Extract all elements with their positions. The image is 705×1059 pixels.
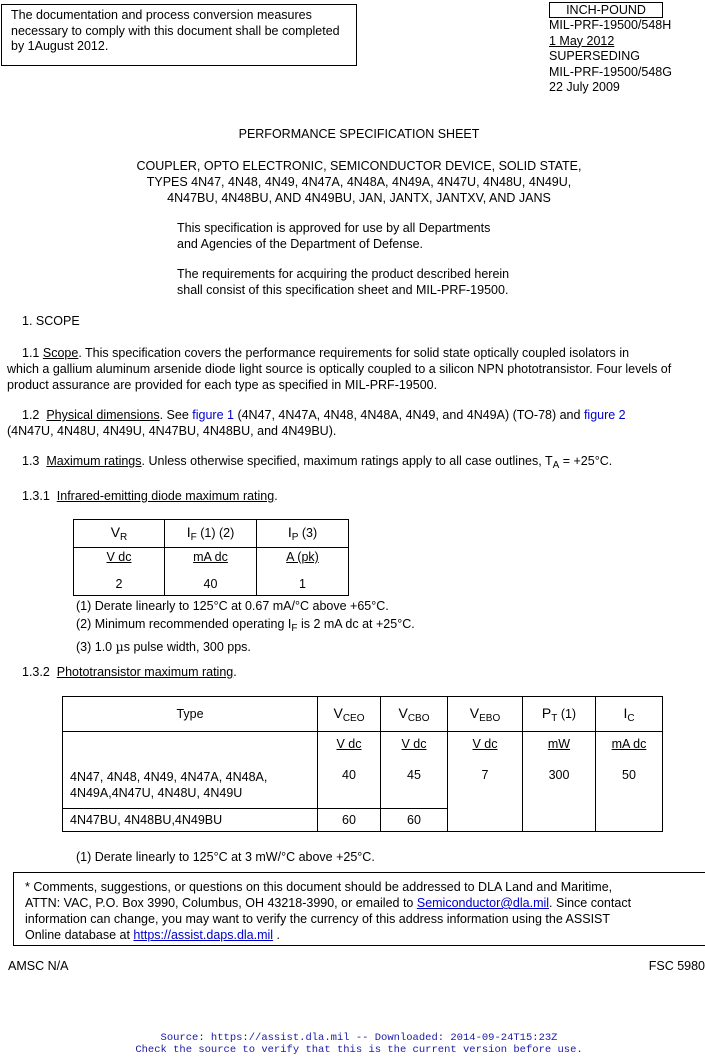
email-link[interactable]: Semiconductor@dla.mil	[416, 896, 550, 910]
para-text: . This specification covers the performance requirements for solid state optically coupled isolators in	[78, 346, 630, 360]
approval-statement	[177, 220, 490, 252]
para-text: which a gallium aluminum arsenide diode light source is optically coupled to a silicon NPN phototransistor. Four levels of product assurance are provided for each type as specified in MIL-PRF-19500.	[7, 362, 672, 392]
device-title-line: TYPES 4N47, 4N48, 4N49, 4N47A, 4N48A, 4N49A, 4N47U, 4N48U, 4N49U,	[146, 175, 572, 189]
comments-line: * Comments, suggestions, or questions on this document should be addressed to DLA Land and Maritime,	[25, 880, 613, 894]
para-text: . See	[159, 408, 193, 422]
para-text: .	[233, 665, 237, 679]
para-title: Scope	[42, 346, 79, 360]
prev-doc-number: MIL-PRF-19500/548G	[549, 64, 672, 79]
header-vcbo: $V_{CBO}$	[381, 697, 448, 732]
figure-1-link[interactable]: figure 1	[192, 408, 234, 422]
header-ip: $I_P$ (3)	[257, 520, 349, 548]
device-title-line: 4N47BU, 4N48BU, AND 4N49BU, JAN, JANTX, JANTXV, AND JANS	[167, 191, 551, 205]
paragraph-1-2	[7, 407, 699, 439]
device-title	[0, 158, 705, 206]
header-type: Type	[63, 697, 318, 732]
type-line: 4N49A,4N47U, 4N48U, 4N49U	[70, 786, 243, 800]
paragraph-1-1	[7, 345, 697, 393]
doc-number: MIL-PRF-19500/548H	[549, 18, 672, 32]
para-num: 1.3.2	[22, 665, 50, 679]
cell-type-row2: 4N47BU, 4N48BU,4N49BU	[63, 809, 318, 832]
para-text: (4N47U, 4N48U, 4N49U, 4N47BU, 4N48BU, and 4N49BU).	[7, 424, 337, 438]
diode-rating-table	[73, 519, 349, 596]
inch-pound-label: INCH-POUND	[549, 2, 663, 18]
device-title-line: COUPLER, OPTO ELECTRONIC, SEMICONDUCTOR DEVICE, SOLID STATE,	[136, 159, 582, 173]
cell-vr: V dc 2	[74, 548, 165, 596]
source-line: Source: https://assist.dla.mil -- Downloaded: 2014-09-24T15:23Z	[160, 1032, 558, 1044]
para-num: 1.3	[22, 454, 40, 468]
para-title: Phototransistor maximum rating	[56, 665, 234, 679]
para-title: Physical dimensions	[46, 408, 160, 422]
para-num: 1.2	[22, 408, 40, 422]
conversion-notice-text: The documentation and process conversion measures necessary to comply with this document shall be completed by 1August 2012.	[11, 8, 340, 53]
requirements-line: The requirements for acquiring the product described herein	[177, 267, 510, 281]
prev-doc-date: 22 July 2009	[549, 80, 620, 94]
sheet-title: PERFORMANCE SPECIFICATION SHEET	[238, 127, 480, 141]
header-ic: $I_C$	[596, 697, 663, 732]
comments-line: Online database at https://assist.daps.dla.mil .	[25, 928, 281, 942]
para-title: Maximum ratings	[46, 454, 142, 468]
para-text: (4N47, 4N47A, 4N48, 4N48A, 4N49, and 4N49A) (TO-78) and	[233, 408, 584, 422]
cell-if: mA dc 40	[165, 548, 257, 596]
comments-line: ATTN: VAC, P.O. Box 3990, Columbus, OH 43218-3990, or emailed to Semiconductor@dla.mil. Since contact	[25, 896, 632, 910]
para-text: . Unless otherwise specified, maximum ratings apply to all case outlines, T	[141, 454, 553, 468]
comments-line: information can change, you may want to verify the currency of this address information using the ASSIST	[25, 912, 611, 926]
para-num: 1.1	[22, 346, 40, 360]
note-1: (1) Derate linearly to 125°C at 0.67 mA/°C above +65°C.	[76, 599, 389, 613]
para-text: .	[274, 489, 278, 503]
note-2: (2) Minimum recommended operating $I_F$ is 2 mA dc at +25°C.	[76, 617, 415, 634]
header-if: $I_F$ (1) (2)	[165, 520, 257, 548]
type-line: 4N47, 4N48, 4N49, 4N47A, 4N48A,	[70, 770, 268, 784]
cell-vceo: V dc 40	[318, 732, 381, 809]
para-num: 1.3.1	[22, 489, 50, 503]
amsc-label: AMSC N/A	[8, 959, 69, 973]
cell-vcbo: V dc 45	[381, 732, 448, 809]
para-text: = +25°C.	[559, 454, 613, 468]
cell-vceo-row2: 60	[318, 809, 381, 832]
phototransistor-rating-table	[62, 696, 663, 832]
figure-2-link[interactable]: figure 2	[583, 408, 626, 422]
paragraph-1-3	[22, 454, 612, 471]
paragraph-1-3-1	[22, 489, 278, 503]
requirements-line: shall consist of this specification sheet and MIL-PRF-19500.	[177, 283, 509, 297]
cell-pt: mW 300	[523, 732, 596, 832]
diode-notes	[76, 597, 415, 656]
source-notice	[0, 1032, 705, 1056]
para-title: Infrared-emitting diode maximum rating	[56, 489, 275, 503]
cell-vcbo-row2: 60	[381, 809, 448, 832]
fsc-label: FSC 5980	[648, 959, 705, 973]
phototransistor-note: (1) Derate linearly to 125°C at 3 mW/°C above +25°C.	[76, 850, 375, 864]
header-vebo: $V_{EBO}$	[448, 697, 523, 732]
document-header	[549, 2, 672, 96]
check-line: Check the source to verify that this is the current version before use.	[135, 1044, 583, 1056]
header-pt: $P_T$ (1)	[523, 697, 596, 732]
assist-link[interactable]: https://assist.daps.dla.mil	[133, 928, 274, 942]
header-vr: $V_R$	[74, 520, 165, 548]
doc-date: 1 May 2012	[549, 33, 615, 48]
requirements-statement	[177, 266, 509, 298]
cell-type	[63, 732, 318, 809]
paragraph-1-3-2	[22, 665, 237, 679]
header-vceo: $V_{CEO}$	[318, 697, 381, 732]
cell-ip: A (pk) 1	[257, 548, 349, 596]
para-sub: A	[552, 460, 560, 471]
approval-line: This specification is approved for use by all Departments	[177, 221, 491, 235]
approval-line: and Agencies of the Department of Defense.	[177, 237, 423, 251]
note-3: (3) 1.0 µs pulse width, 300 pps.	[76, 639, 251, 654]
cell-vebo: V dc 7	[448, 732, 523, 832]
section-1-heading: 1. SCOPE	[22, 314, 80, 328]
conversion-notice-box	[1, 4, 357, 66]
comments-box	[13, 872, 705, 946]
superseding-label: SUPERSEDING	[549, 49, 640, 63]
cell-ic: mA dc 50	[596, 732, 663, 832]
